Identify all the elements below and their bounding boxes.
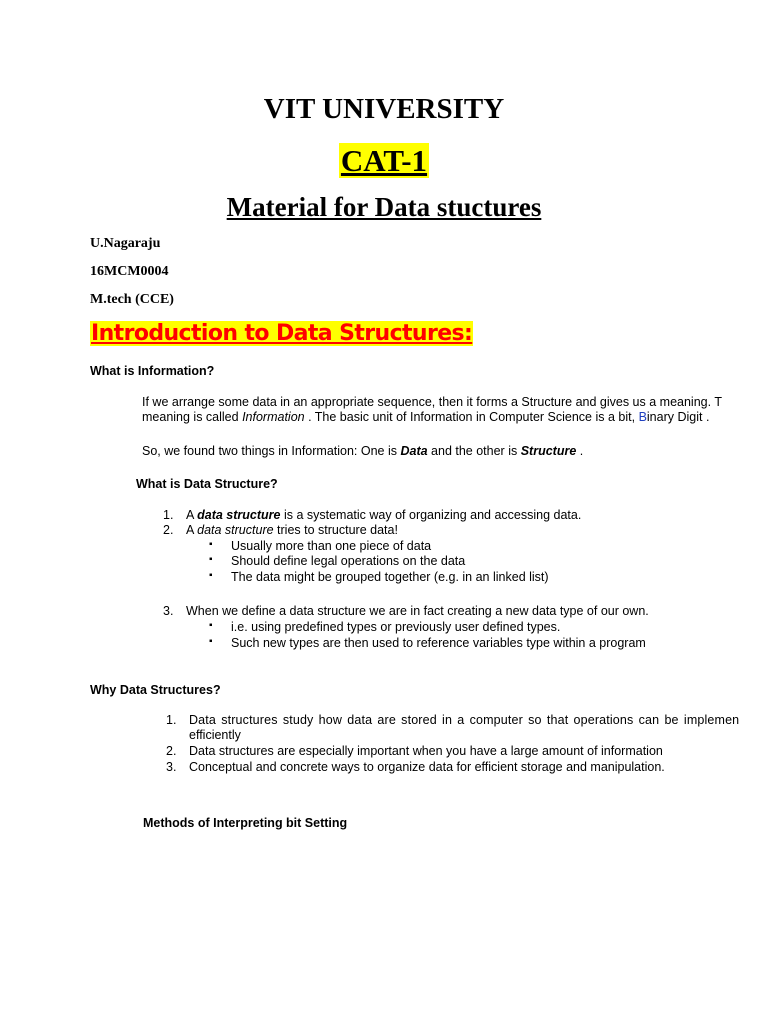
bullet-item: The data might be grouped together (e.g. in an linked list): [231, 570, 549, 584]
university-title: VIT UNIVERSITY: [263, 93, 505, 125]
emphasis-data-structure: data structure: [197, 523, 274, 537]
text-run: A: [186, 508, 198, 522]
list-number: 3.: [163, 604, 174, 618]
information-para2: [142, 444, 583, 458]
information-para1-line2: [142, 410, 709, 424]
information-para1-line1: If we arrange some data in an appropriate sequence, then it forms a Structure and gives us a meaning. T: [142, 395, 722, 409]
list-number: 2.: [166, 744, 177, 758]
bullet-icon: ▪: [209, 554, 213, 565]
text-run: . The basic unit of Information in Computer Science is a bit,: [304, 410, 639, 424]
bullet-icon: ▪: [209, 570, 213, 581]
list-number: 2.: [163, 523, 174, 537]
bullet-item: Such new types are then used to reference variables type within a program: [231, 636, 646, 650]
emphasis-data-structure: data structure: [197, 508, 281, 522]
bullet-item: i.e. using predefined types or previously user defined types.: [231, 620, 561, 634]
list-item: Data structures study how data are stored in a computer so that operations can be implemen: [189, 713, 740, 727]
list-item: [186, 523, 398, 537]
text-run: tries to structure data!: [273, 523, 398, 537]
author-name: U.Nagaraju: [90, 236, 161, 251]
methods-heading: Methods of Interpreting bit Setting: [143, 816, 348, 830]
information-heading: What is Information?: [90, 364, 215, 378]
list-item: Data structures are especially important when you have a large amount of information: [189, 744, 663, 758]
list-number: 3.: [166, 760, 177, 774]
bullet-item: Should define legal operations on the data: [231, 554, 466, 568]
text-run: A: [186, 523, 198, 537]
author-reg-no: 16MCM0004: [90, 264, 169, 279]
binary-initial: B: [638, 410, 647, 424]
text-run: .: [576, 444, 584, 458]
list-item: When we define a data structure we are in fact creating a new data type of our own.: [186, 604, 649, 618]
text-run: .: [702, 410, 710, 424]
emphasis-data: Data: [400, 444, 428, 458]
exam-title-text: CAT-1: [340, 143, 428, 178]
text-run: and the other is: [427, 444, 521, 458]
list-number: 1.: [163, 508, 174, 522]
data-structure-heading: What is Data Structure?: [136, 477, 278, 491]
why-heading: Why Data Structures?: [90, 683, 221, 697]
exam-title: [0, 143, 768, 179]
text-run: inary Digit: [646, 410, 703, 424]
bullet-icon: ▪: [209, 539, 213, 550]
list-item-continuation: efficiently: [189, 728, 241, 742]
emphasis-structure: Structure: [520, 444, 577, 458]
bullet-item: Usually more than one piece of data: [231, 539, 432, 553]
list-number: 1.: [166, 713, 177, 727]
section-title: Introduction to Data Structures:: [91, 321, 473, 346]
bullet-icon: ▪: [209, 620, 213, 631]
text-run: is a systematic way of organizing and accessing data.: [280, 508, 582, 522]
list-item: [186, 508, 581, 522]
text-run: meaning is called: [142, 410, 243, 424]
emphasis-information: Information: [242, 410, 305, 424]
list-item: Conceptual and concrete ways to organize data for efficient storage and manipulation.: [189, 760, 665, 774]
text-run: So, we found two things in Information: One is: [142, 444, 401, 458]
subject-title: Material for Data stuctures: [226, 192, 542, 222]
bullet-icon: ▪: [209, 636, 213, 647]
author-program: M.tech (CCE): [90, 292, 174, 307]
